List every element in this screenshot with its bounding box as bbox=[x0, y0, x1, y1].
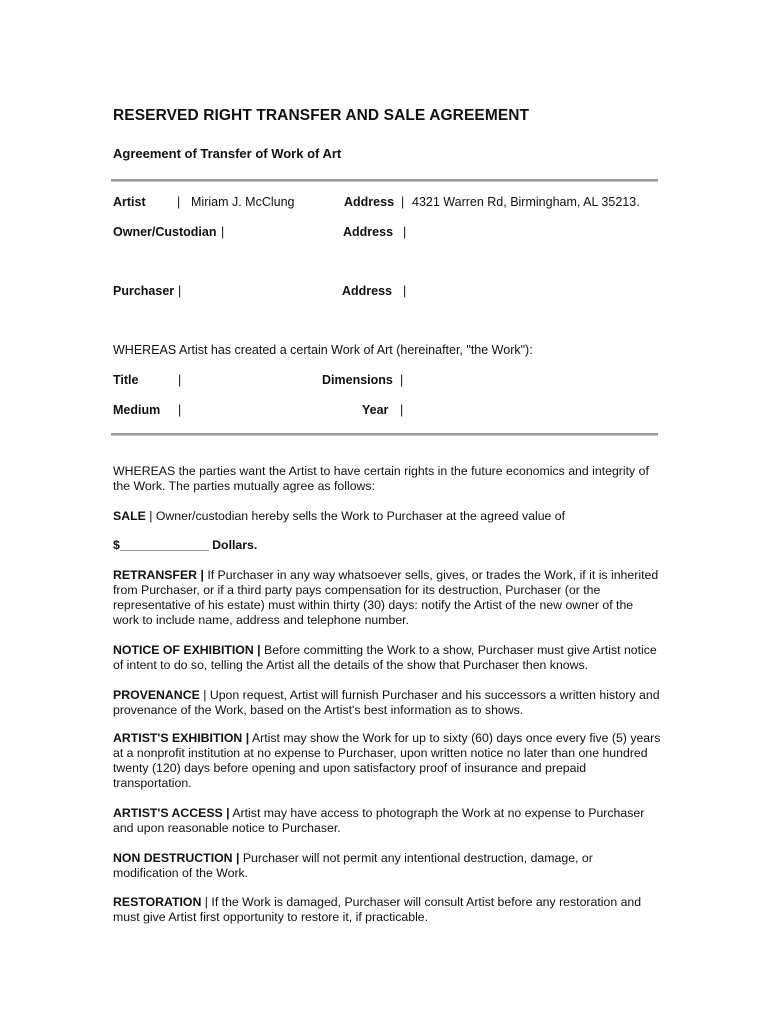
separator: | bbox=[177, 195, 181, 209]
restoration-heading: RESTORATION bbox=[113, 895, 202, 909]
whereas-parties-paragraph: WHEREAS the parties want the Artist to have certain rights in the future economics and integrity of the Work. The parties mutually agree as follows: bbox=[113, 464, 649, 493]
separator: | bbox=[401, 195, 405, 209]
separator: | bbox=[149, 509, 153, 523]
artists-access-clause bbox=[113, 806, 661, 836]
access-heading: ARTIST'S ACCESS | bbox=[113, 806, 230, 820]
provenance-clause bbox=[113, 688, 661, 718]
separator: | bbox=[204, 895, 208, 909]
restoration-clause bbox=[113, 895, 661, 925]
separator: | bbox=[178, 403, 182, 417]
retransfer-clause bbox=[113, 568, 661, 628]
artist-address-label: Address bbox=[344, 195, 395, 209]
medium-label: Medium bbox=[113, 403, 161, 417]
separator: | bbox=[400, 373, 404, 387]
separator: | bbox=[403, 225, 407, 239]
non-destruction-clause bbox=[113, 851, 661, 881]
exhibition-heading: ARTIST'S EXHIBITION | bbox=[113, 731, 250, 745]
purchaser-address-label: Address bbox=[342, 284, 393, 298]
dollar-amount-blank: $_____________ bbox=[113, 538, 209, 552]
artist-address: 4321 Warren Rd, Birmingham, AL 35213. bbox=[412, 195, 640, 209]
top-divider bbox=[111, 179, 658, 182]
exhibition-text: Artist may show the Work for up to sixty (60) days once every five (5) years at a nonprofit institution at no expense to Purchaser, upon written notice no later than one hundred twenty (120) days before opening and upon satisfactory proof of insurance and prepaid transportation. bbox=[113, 731, 661, 790]
sale-text: Owner/custodian hereby sells the Work to Purchaser at the agreed value of bbox=[155, 509, 566, 523]
nondestruction-heading: NON DESTRUCTION | bbox=[113, 851, 240, 865]
retransfer-text: If Purchaser in any way whatsoever sells, gives, or trades the Work, if it is inherited from Purchaser, or if a third party pays compensation for its destruction, Purchaser (or the representative of his estate) must within thirty (30) days: notify the Artist of the new owner of the work to include name, address and telephone number. bbox=[113, 568, 659, 627]
restoration-text: If the Work is damaged, Purchaser will consult Artist before any restoration and must give Artist first opportunity to restore it, if practicable. bbox=[113, 895, 642, 924]
separator: | bbox=[178, 284, 182, 298]
provenance-text: Upon request, Artist will furnish Purchaser and his successors a written history and provenance of the Work, based on the Artist's best information as to shows. bbox=[113, 688, 660, 717]
middle-divider bbox=[111, 433, 658, 436]
artist-name: Miriam J. McClung bbox=[191, 195, 295, 209]
document-title: RESERVED RIGHT TRANSFER AND SALE AGREEMENT bbox=[113, 107, 530, 124]
nondestruction-text: Purchaser will not permit any intentional destruction, damage, or modification of the Work. bbox=[113, 851, 593, 880]
dimensions-label: Dimensions bbox=[322, 373, 393, 387]
retransfer-heading: RETRANSFER | bbox=[113, 568, 204, 582]
owner-address-label: Address bbox=[343, 225, 394, 239]
separator: | bbox=[403, 284, 407, 298]
notice-heading: NOTICE OF EXHIBITION | bbox=[113, 643, 261, 657]
work-title-label: Title bbox=[113, 373, 139, 387]
dollars-word: Dollars. bbox=[212, 538, 258, 552]
year-label: Year bbox=[362, 403, 389, 417]
artists-exhibition-clause bbox=[113, 731, 661, 791]
separator: | bbox=[221, 225, 225, 239]
notice-of-exhibition-clause bbox=[113, 643, 661, 673]
notice-text: Before committing the Work to a show, Purchaser must give Artist notice of intent to do so, telling the Artist all the details of the show that Purchaser then knows. bbox=[113, 643, 657, 672]
document-subtitle: Agreement of Transfer of Work of Art bbox=[113, 146, 342, 161]
provenance-heading: PROVENANCE bbox=[113, 688, 200, 702]
artist-label: Artist bbox=[113, 195, 146, 209]
separator: | bbox=[203, 688, 207, 702]
access-text: Artist may have access to photograph the Work at no expense to Purchaser and upon reasonable notice to Purchaser. bbox=[113, 806, 645, 835]
sale-heading: SALE bbox=[113, 509, 146, 523]
purchaser-label: Purchaser bbox=[113, 284, 175, 298]
separator: | bbox=[178, 373, 182, 387]
owner-label: Owner/Custodian bbox=[113, 225, 217, 239]
sale-clause bbox=[113, 509, 661, 524]
separator: | bbox=[400, 403, 404, 417]
dollars-line bbox=[113, 538, 661, 553]
work-intro: WHEREAS Artist has created a certain Work of Art (hereinafter, "the Work"): bbox=[113, 343, 533, 357]
